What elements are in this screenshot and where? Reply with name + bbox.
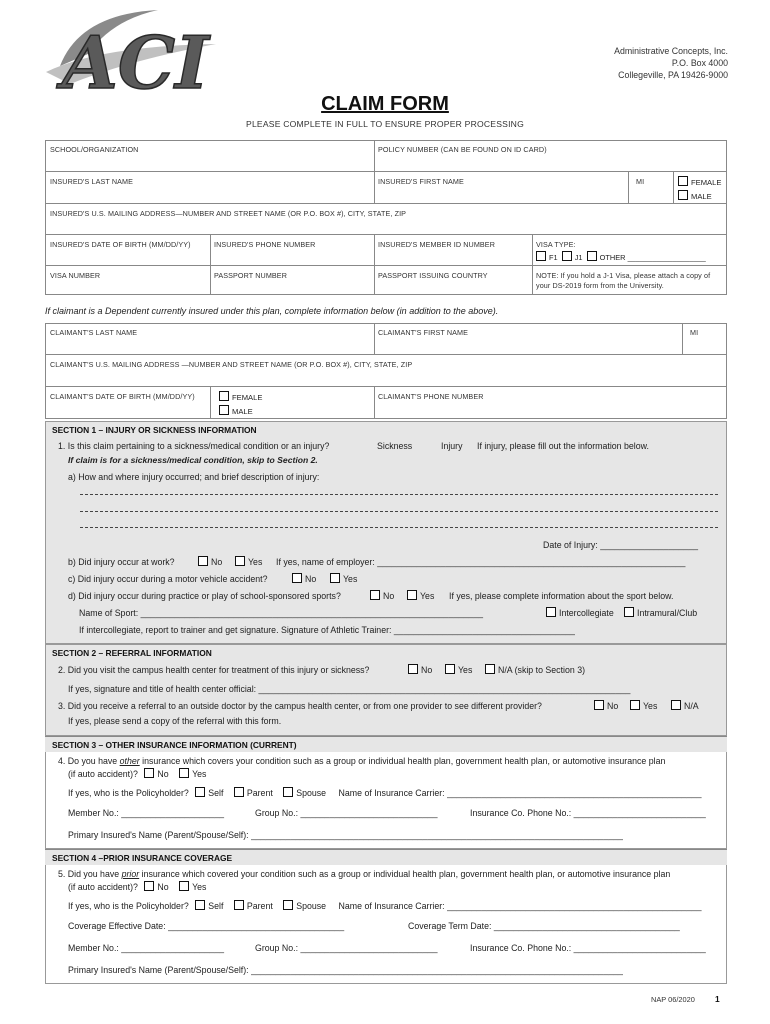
health-center-yes-option[interactable]: [445, 664, 472, 675]
sports-yes-checkbox[interactable]: [407, 590, 417, 600]
policyholder-label: If yes, who is the Policyholder?: [68, 788, 189, 798]
intercollegiate-option[interactable]: [546, 607, 614, 618]
claimant-female-label: FEMALE: [232, 393, 263, 402]
insured-male-option[interactable]: [678, 190, 712, 201]
q1c-text: c) Did injury occur during a motor vehicle accident?: [68, 574, 268, 584]
school-field[interactable]: SCHOOL/ORGANIZATION: [50, 145, 139, 154]
section-4-heading: SECTION 4 –PRIOR INSURANCE COVERAGE: [52, 853, 233, 863]
self-label: Self: [208, 788, 224, 798]
claimant-mi-field[interactable]: MI: [690, 328, 699, 337]
referral-yes-checkbox[interactable]: [630, 700, 640, 710]
date-of-injury-field[interactable]: Date of Injury: ____________________: [543, 540, 699, 550]
claimant-male-option[interactable]: [219, 405, 253, 416]
form-title: CLAIM FORM: [321, 93, 449, 115]
injury-option[interactable]: Injury: [441, 441, 463, 451]
description-line-3[interactable]: [80, 527, 718, 528]
address-line2: P.O. Box 4000: [671, 58, 728, 68]
work-yes-option[interactable]: [235, 556, 262, 567]
sports-yes-label: Yes: [420, 591, 435, 601]
prior-ins-no-label: No: [157, 882, 169, 892]
coverage-term-field[interactable]: Coverage Term Date: ______________________________________: [408, 921, 680, 931]
prior-primary-insured-field[interactable]: Primary Insured's Name (Parent/Spouse/Self): ____________________________________________________________________________: [68, 965, 623, 975]
prior-group-no-field[interactable]: Group No.: ____________________________: [255, 943, 438, 953]
referral-no-checkbox[interactable]: [594, 700, 604, 710]
work-no-checkbox[interactable]: [198, 556, 208, 566]
self-checkbox[interactable]: [195, 787, 205, 797]
claimant-table: [45, 323, 727, 419]
q5-line2: [68, 881, 206, 892]
sport-name-field[interactable]: Name of Sport: ______________________________________________________________________: [79, 608, 484, 618]
policy-number-field[interactable]: POLICY NUMBER (CAN BE FOUND ON ID CARD): [378, 145, 547, 154]
prior-policyholder-label: If yes, who is the Policyholder?: [68, 901, 189, 911]
prior-spouse-label: Spouse: [296, 901, 327, 911]
claimant-dob-field[interactable]: CLAIMANT'S DATE OF BIRTH (MM/DD/YY): [50, 392, 195, 401]
prior-policyholder-row: [68, 900, 701, 911]
intercollegiate-label: Intercollegiate: [559, 608, 614, 618]
insured-phone-field[interactable]: INSURED'S PHONE NUMBER: [214, 240, 316, 249]
intramural-checkbox[interactable]: [624, 607, 634, 617]
q5-emphasis: prior: [121, 869, 140, 879]
prior-carrier-field[interactable]: Name of Insurance Carrier: ____________________________________________________: [338, 901, 702, 911]
visa-type-options: [536, 251, 706, 262]
prior-insurance-phone-field[interactable]: Insurance Co. Phone No.: ___________________________: [470, 943, 706, 953]
q1b-text: b) Did injury occur at work?: [68, 557, 175, 567]
insured-member-id-field[interactable]: INSURED'S MEMBER ID NUMBER: [378, 240, 495, 249]
health-center-no-label: No: [421, 665, 433, 675]
section-2-heading: SECTION 2 – REFERRAL INFORMATION: [52, 648, 212, 658]
prior-self-checkbox[interactable]: [195, 900, 205, 910]
insured-first-name-field[interactable]: INSURED'S FIRST NAME: [378, 177, 464, 186]
address-line3: Collegeville, PA 19426-9000: [618, 70, 728, 80]
insured-female-option[interactable]: [678, 176, 721, 187]
coverage-effective-field[interactable]: Coverage Effective Date: ____________________________________: [68, 921, 345, 931]
q5-pre: 5. Did you have: [58, 869, 122, 879]
insured-last-name-field[interactable]: INSURED'S LAST NAME: [50, 177, 134, 186]
employer-field[interactable]: If yes, name of employer: _______________________________________________________________: [276, 557, 686, 567]
member-no-field[interactable]: Member No.: _____________________: [68, 808, 225, 818]
other-ins-yes-checkbox[interactable]: [179, 768, 189, 778]
description-line-2[interactable]: [80, 511, 718, 512]
j1-label: J1: [574, 253, 583, 262]
health-center-no-checkbox[interactable]: [408, 664, 418, 674]
form-subtitle: PLEASE COMPLETE IN FULL TO ENSURE PROPER PROCESSING: [246, 119, 524, 129]
health-center-yes-label: Yes: [458, 665, 473, 675]
parent-checkbox[interactable]: [234, 787, 244, 797]
work-yes-label: Yes: [248, 557, 263, 567]
carrier-field[interactable]: Name of Insurance Carrier: ____________________________________________________: [338, 788, 702, 798]
intercollegiate-checkbox[interactable]: [546, 607, 556, 617]
motor-no-checkbox[interactable]: [292, 573, 302, 583]
motor-yes-checkbox[interactable]: [330, 573, 340, 583]
work-no-option[interactable]: [198, 556, 222, 567]
claimant-male-label: MALE: [232, 407, 253, 416]
intramural-label: Intramural/Club: [637, 608, 698, 618]
female-label: FEMALE: [691, 178, 722, 187]
sports-note: If yes, please complete information about the sport below.: [449, 591, 674, 601]
parent-label: Parent: [246, 788, 273, 798]
sports-no-option[interactable]: [370, 590, 394, 601]
insured-table: [45, 140, 727, 295]
prior-ins-yes-label: Yes: [192, 882, 207, 892]
motor-no-label: No: [305, 574, 317, 584]
referral-yes-option[interactable]: [630, 700, 657, 711]
description-line-1[interactable]: [80, 494, 718, 495]
referral-no-option[interactable]: [594, 700, 618, 711]
section-1-heading: SECTION 1 – INJURY OR SICKNESS INFORMATION: [52, 425, 257, 435]
visa-note: NOTE: If you hold a J-1 Visa, please attach a copy of your DS-2019 form from the University.: [536, 271, 711, 290]
prior-member-no-field[interactable]: Member No.: _____________________: [68, 943, 225, 953]
other-ins-no-label: No: [157, 769, 169, 779]
health-center-na-checkbox[interactable]: [485, 664, 495, 674]
q4-pre: 4. Do you have: [58, 756, 120, 766]
claimant-phone-field[interactable]: CLAIMANT'S PHONE NUMBER: [378, 392, 484, 401]
q5-line2-text: (if auto accident)?: [68, 882, 138, 892]
motor-yes-option[interactable]: [330, 573, 357, 584]
logo-text: ACI: [62, 20, 209, 98]
claimant-last-name-field[interactable]: CLAIMANT'S LAST NAME: [50, 328, 138, 337]
visa-number-field[interactable]: VISA NUMBER: [50, 271, 101, 280]
other-ins-no-checkbox[interactable]: [144, 768, 154, 778]
insured-dob-field[interactable]: INSURED'S DATE OF BIRTH (MM/DD/YY): [50, 240, 191, 249]
f1-checkbox[interactable]: [536, 251, 546, 261]
spouse-label: Spouse: [296, 788, 327, 798]
f1-label: F1: [549, 253, 558, 262]
passport-country-field[interactable]: PASSPORT ISSUING COUNTRY: [378, 271, 488, 280]
spouse-checkbox[interactable]: [283, 787, 293, 797]
prior-ins-no-checkbox[interactable]: [144, 881, 154, 891]
primary-insured-field[interactable]: Primary Insured's Name (Parent/Spouse/Self): ____________________________________________________________________________: [68, 830, 623, 840]
q4-text: [58, 756, 665, 766]
address-line1: Administrative Concepts, Inc.: [614, 46, 728, 56]
other-ins-yes-label: Yes: [192, 769, 207, 779]
q1-text: 1. Is this claim pertaining to a sickness/medical condition or an injury?: [58, 441, 330, 451]
group-no-field[interactable]: Group No.: ____________________________: [255, 808, 438, 818]
prior-ins-yes-checkbox[interactable]: [179, 881, 189, 891]
female-checkbox[interactable]: [678, 176, 688, 186]
q2-text: 2. Did you visit the campus health center for treatment of this injury or sickness?: [58, 665, 370, 675]
claimant-female-option[interactable]: [219, 391, 262, 402]
claimant-female-checkbox[interactable]: [219, 391, 229, 401]
other-visa-label: OTHER ___________________: [599, 253, 706, 262]
sports-yes-option[interactable]: [407, 590, 434, 601]
company-address: [614, 45, 728, 81]
referral-na-checkbox[interactable]: [671, 700, 681, 710]
motor-yes-label: Yes: [343, 574, 358, 584]
claimant-address-field[interactable]: CLAIMANT'S U.S. MAILING ADDRESS —NUMBER AND STREET NAME (OR P.O. BOX #), CITY, STATE, ZIP: [50, 360, 413, 369]
j1-checkbox[interactable]: [562, 251, 572, 261]
referral-note: If yes, please send a copy of the referral with this form.: [68, 716, 282, 726]
q5-text: [58, 869, 670, 879]
insured-mi-field[interactable]: MI: [636, 177, 645, 186]
referral-no-label: No: [607, 701, 619, 711]
other-visa-checkbox[interactable]: [587, 251, 597, 261]
referral-na-option[interactable]: [671, 700, 699, 711]
work-yes-checkbox[interactable]: [235, 556, 245, 566]
referral-yes-label: Yes: [643, 701, 658, 711]
referral-na-label: N/A: [684, 701, 699, 711]
trainer-signature-field[interactable]: If intercollegiate, report to trainer and get signature. Signature of Athletic Trainer: _____________________________________: [79, 625, 575, 635]
sickness-option[interactable]: Sickness: [377, 441, 413, 451]
visa-type-label: VISA TYPE:: [536, 240, 576, 249]
male-label: MALE: [691, 192, 712, 201]
prior-parent-label: Parent: [246, 901, 273, 911]
prior-self-label: Self: [208, 901, 224, 911]
health-center-yes-checkbox[interactable]: [445, 664, 455, 674]
sports-no-checkbox[interactable]: [370, 590, 380, 600]
claimant-first-name-field[interactable]: CLAIMANT'S FIRST NAME: [378, 328, 468, 337]
sports-no-label: No: [383, 591, 395, 601]
claimant-male-checkbox[interactable]: [219, 405, 229, 415]
health-official-signature-field[interactable]: If yes, signature and title of health center official: ____________________________________________________________________________: [68, 684, 631, 694]
q4-line2-text: (if auto accident)?: [68, 769, 138, 779]
health-center-no-option[interactable]: [408, 664, 432, 675]
male-checkbox[interactable]: [678, 190, 688, 200]
q4-line2: [68, 768, 206, 779]
q5-post: insurance which covered your condition such as a group or individual health plan, government health plan, or automotive insurance plan: [139, 869, 671, 879]
q3-text: 3. Did you receive a referral to an outside doctor by the campus health center, or from one provider to see different provider?: [58, 701, 542, 711]
health-center-na-option[interactable]: [485, 664, 585, 675]
q1-skip-note: If claim is for a sickness/medical condition, skip to Section 2.: [68, 455, 318, 465]
injury-note: If injury, please fill out the information below.: [477, 441, 649, 451]
prior-parent-checkbox[interactable]: [234, 900, 244, 910]
prior-spouse-checkbox[interactable]: [283, 900, 293, 910]
motor-no-option[interactable]: [292, 573, 316, 584]
q1d-text: d) Did injury occur during practice or play of school-sponsored sports?: [68, 591, 341, 601]
q1a-text: a) How and where injury occurred; and brief description of injury:: [68, 472, 320, 482]
policyholder-row: [68, 787, 701, 798]
aci-logo: [40, 6, 220, 98]
insured-address-field[interactable]: INSURED'S U.S. MAILING ADDRESS—NUMBER AND STREET NAME (OR P.O. BOX #), CITY, STATE, ZIP: [50, 209, 407, 218]
q4-emphasis: other: [119, 756, 140, 766]
q4-post: insurance which covers your condition such as a group or individual health plan, government health plan, or automotive insurance plan: [139, 756, 666, 766]
dependent-note: If claimant is a Dependent currently insured under this plan, complete information below (in addition to the above).: [45, 306, 499, 316]
form-code: NAP 06/2020: [651, 995, 695, 1004]
intramural-option[interactable]: [624, 607, 697, 618]
passport-number-field[interactable]: PASSPORT NUMBER: [214, 271, 287, 280]
section-3-heading: SECTION 3 – OTHER INSURANCE INFORMATION (CURRENT): [52, 740, 297, 750]
health-center-na-label: N/A (skip to Section 3): [498, 665, 586, 675]
insurance-phone-field[interactable]: Insurance Co. Phone No.: ___________________________: [470, 808, 706, 818]
work-no-label: No: [211, 557, 223, 567]
page-number: 1: [715, 994, 720, 1004]
